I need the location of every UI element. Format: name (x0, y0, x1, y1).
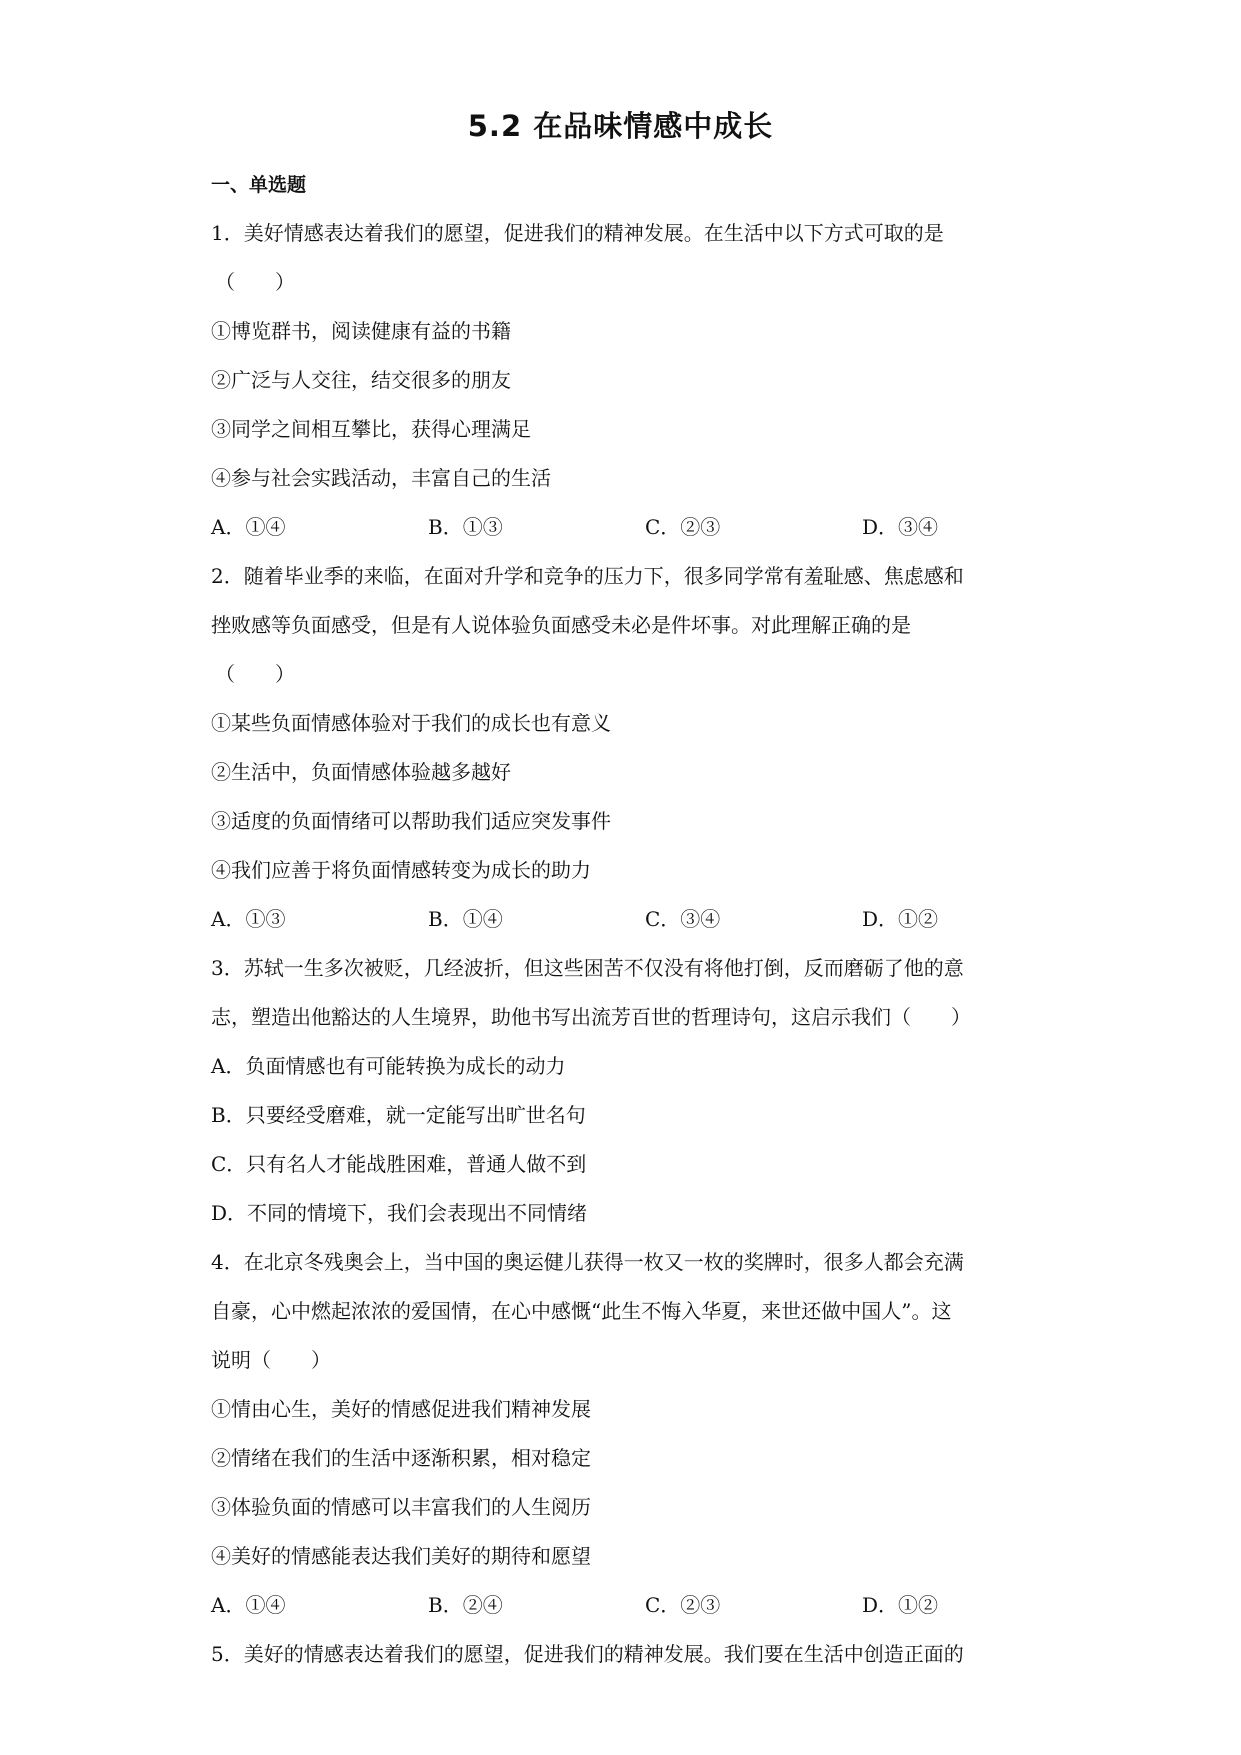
q2-answer-paren: （ ） (215, 662, 295, 686)
q1-stem: 1．美好情感表达着我们的愿望，促进我们的精神发展。在生活中以下方式可取的是 (211, 221, 944, 245)
q1-item: ②广泛与人交往，结交很多的朋友 (211, 368, 511, 392)
q1-item: ①博览群书，阅读健康有益的书籍 (211, 319, 511, 343)
q4-stem: 4．在北京冬残奥会上，当中国的奥运健儿获得一枚又一枚的奖牌时，很多人都会充满 (211, 1250, 964, 1274)
q1-item: ④参与社会实践活动，丰富自己的生活 (211, 466, 551, 490)
q4-item: ④美好的情感能表达我们美好的期待和愿望 (211, 1544, 591, 1568)
q2-option-a: A．①③ (211, 907, 286, 931)
q4-item: ①情由心生，美好的情感促进我们精神发展 (211, 1397, 591, 1421)
q2-stem-cont: 挫败感等负面感受，但是有人说体验负面感受未必是件坏事。对此理解正确的是 (211, 613, 911, 637)
q2-stem: 2．随着毕业季的来临，在面对升学和竞争的压力下，很多同学常有羞耻感、焦虑感和 (211, 564, 964, 588)
q2-option-b: B．①④ (428, 907, 503, 931)
q4-option-b: B．②④ (428, 1593, 503, 1617)
q4-option-d: D．①② (862, 1593, 939, 1617)
q1-option-a: A．①④ (211, 515, 286, 539)
q4-option-a: A．①④ (211, 1593, 286, 1617)
q1-option-b: B．①③ (428, 515, 503, 539)
q3-stem: 3．苏轼一生多次被贬，几经波折，但这些困苦不仅没有将他打倒，反而磨砺了他的意 (211, 956, 964, 980)
q2-option-c: C．③④ (645, 907, 721, 931)
q3-stem-cont: 志，塑造出他豁达的人生境界，助他书写出流芳百世的哲理诗句，这启示我们（ ） (211, 1005, 971, 1029)
q2-item: ②生活中，负面情感体验越多越好 (211, 760, 511, 784)
q4-option-c: C．②③ (645, 1593, 721, 1617)
q3-choice-b: B．只要经受磨难，就一定能写出旷世名句 (211, 1103, 586, 1127)
q1-item: ③同学之间相互攀比，获得心理满足 (211, 417, 531, 441)
q1-answer-paren: （ ） (215, 270, 295, 294)
q4-options (211, 1588, 1041, 1637)
section-heading: 一、单选题 (211, 174, 307, 196)
q3-choice-d: D．不同的情境下，我们会表现出不同情绪 (211, 1201, 588, 1225)
q4-item: ③体验负面的情感可以丰富我们的人生阅历 (211, 1495, 591, 1519)
q2-item: ①某些负面情感体验对于我们的成长也有意义 (211, 711, 611, 735)
q2-option-d: D．①② (862, 907, 939, 931)
q1-option-c: C．②③ (645, 515, 721, 539)
q3-choice-c: C．只有名人才能战胜困难，普通人做不到 (211, 1152, 587, 1176)
q2-options (211, 902, 1041, 951)
q2-item: ④我们应善于将负面情感转变为成长的助力 (211, 858, 591, 882)
q5-stem: 5．美好的情感表达着我们的愿望，促进我们的精神发展。我们要在生活中创造正面的 (211, 1642, 964, 1666)
q3-choice-a: A．负面情感也有可能转换为成长的动力 (211, 1054, 566, 1078)
q1-options (211, 510, 1041, 559)
q2-item: ③适度的负面情绪可以帮助我们适应突发事件 (211, 809, 611, 833)
page-title: 5.2 在品味情感中成长 (467, 109, 774, 143)
q4-stem-cont: 说明（ ） (211, 1348, 331, 1372)
q4-stem-cont: 自豪，心中燃起浓浓的爱国情，在心中感慨“此生不悔入华夏，来世还做中国人”。这 (211, 1299, 952, 1323)
q4-item: ②情绪在我们的生活中逐渐积累，相对稳定 (211, 1446, 591, 1470)
question-list (211, 216, 1041, 1686)
q1-option-d: D．③④ (862, 515, 939, 539)
